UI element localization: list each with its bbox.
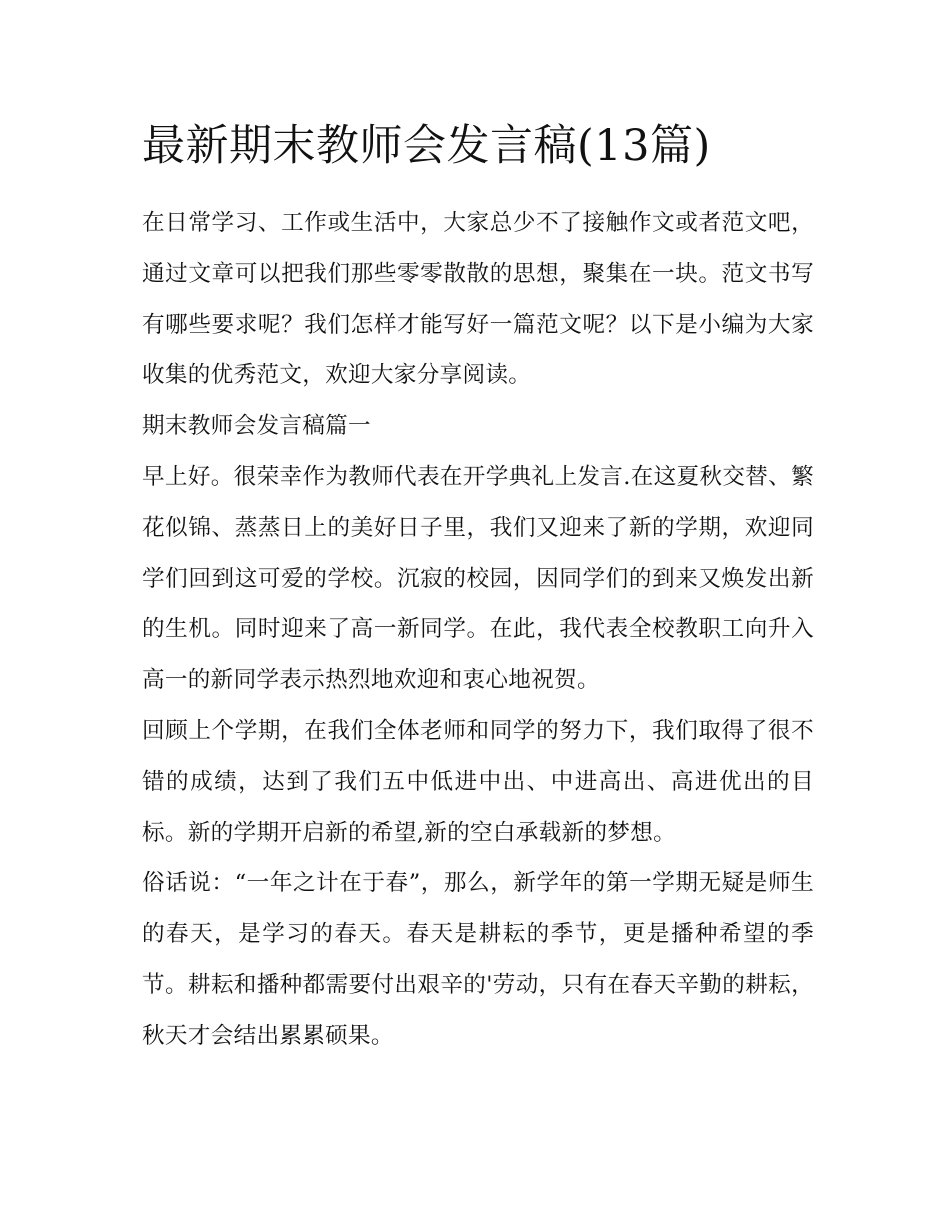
document-title: 最新期末教师会发言稿(13篇) — [142, 121, 711, 171]
document-body — [142, 198, 814, 1062]
intro-paragraph: 在日常学习、工作或生活中，大家总少不了接触作文或者范文吧，通过文章可以把我们那些零零散散的思想，聚集在一块。范文书写有哪些要求呢？我们怎样才能写好一篇范文呢？以下是小编为大家收集的优秀范文，欢迎大家分享阅读。 — [142, 210, 814, 389]
body-paragraph: 回顾上个学期，在我们全体老师和同学的努力下，我们取得了很不错的成绩，达到了我们五中低进中出、中进高出、高进优出的目标。新的学期开启新的希望,新的空白承载新的梦想。 — [142, 717, 814, 846]
body-paragraph: 俗话说：“一年之计在于春”，那么，新学年的第一学期无疑是师生的春天，是学习的春天。春天是耕耘的季节，更是播种希望的季节。耕耘和播种都需要付出艰辛的'劳动，只有在春天辛勤的耕耘，秋天才会结出累累硕果。 — [142, 870, 814, 1049]
section-heading: 期末教师会发言稿篇一 — [142, 413, 371, 440]
body-paragraph: 早上好。很荣幸作为教师代表在开学典礼上发言.在这夏秋交替、繁花似锦、蒸蒸日上的美好日子里，我们又迎来了新的学期，欢迎同学们回到这可爱的学校。沉寂的校园，因同学们的到来又焕发出新的生机。同时迎来了高一新同学。在此，我代表全校教职工向升入高一的新同学表示热烈地欢迎和衷心地祝贺。 — [142, 463, 814, 694]
